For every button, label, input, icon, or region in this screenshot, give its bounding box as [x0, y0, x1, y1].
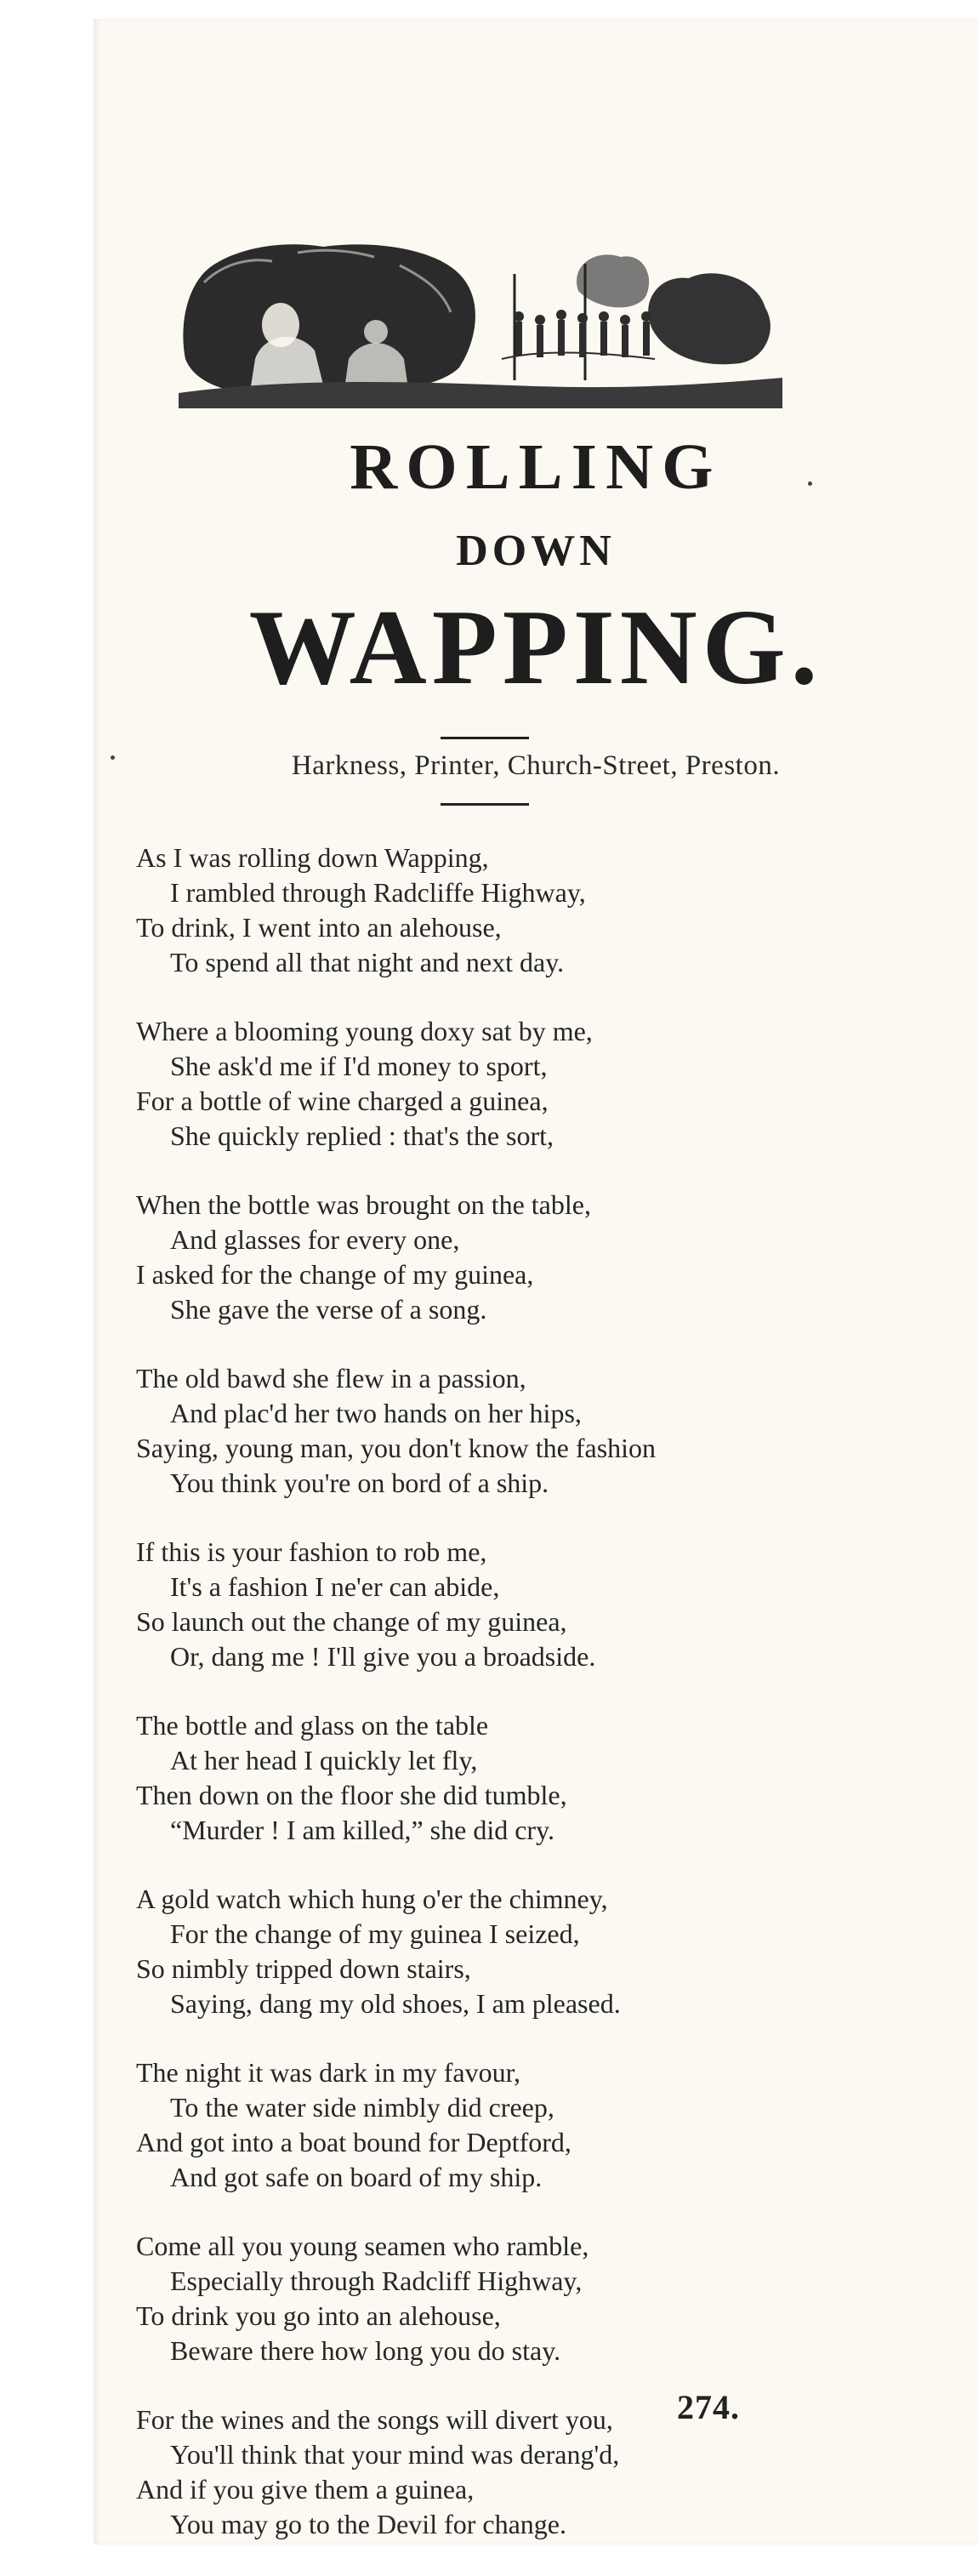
divider-rule: [441, 737, 529, 739]
verse-line: Or, dang me ! I'll give you a broadside.: [170, 1641, 596, 1672]
verse-line: Especially through Radcliff Highway,: [170, 2265, 583, 2296]
verse: [136, 1882, 791, 2021]
verse-line: If this is your fashion to rob me,: [136, 1536, 487, 1567]
verse-line: And glasses for every one,: [170, 1224, 460, 1255]
verse: [136, 1535, 791, 1674]
woodcut-illustration: [179, 231, 782, 408]
verse-line: Come all you young seamen who ramble,: [136, 2231, 589, 2261]
verse-line: For the wines and the songs will divert you,: [136, 2404, 613, 2435]
divider-rule: [441, 803, 529, 806]
verse-line: So launch out the change of my guinea,: [136, 1606, 567, 1637]
verse-line: To drink you go into an alehouse,: [136, 2300, 501, 2331]
song-verses: [136, 841, 791, 2576]
broadside-number: 274.: [677, 2388, 740, 2426]
verse-line: The bottle and glass on the table: [136, 1710, 489, 1741]
verse-line: The night it was dark in my favour,: [136, 2057, 520, 2088]
ink-speck: [111, 755, 115, 760]
verse-line: Where a blooming young doxy sat by me,: [136, 1016, 593, 1046]
printer-imprint: Harkness, Printer, Church-Street, Preston.: [291, 750, 781, 781]
verse: [136, 2055, 791, 2195]
verse-line: And got safe on board of my ship.: [170, 2162, 543, 2192]
verse-line: Then down on the floor she did tumble,: [136, 1780, 567, 1810]
verse-line: Beware there how long you do stay.: [170, 2335, 561, 2366]
title-line-down: DOWN: [456, 527, 616, 575]
verse-line: Saying, dang my old shoes, I am pleased.: [170, 1988, 621, 2019]
verse-line: It's a fashion I ne'er can abide,: [170, 1571, 500, 1602]
verse-line: She quickly replied : that's the sort,: [170, 1120, 554, 1151]
verse: [136, 1014, 791, 1154]
verse-line: And plac'd her two hands on her hips,: [170, 1398, 582, 1428]
verse-line: A gold watch which hung o'er the chimney,: [136, 1884, 608, 1914]
verse-line: As I was rolling down Wapping,: [136, 842, 489, 873]
verse-line: Saying, young man, you don't know the fashion: [136, 1433, 657, 1463]
verse-line: You'll think that your mind was derang'd,: [170, 2439, 620, 2470]
verse-line: For a bottle of wine charged a guinea,: [136, 1086, 549, 1116]
verse-line: When the bottle was brought on the table,: [136, 1189, 591, 1220]
verse-line: And if you give them a guinea,: [136, 2474, 475, 2505]
verse: [136, 1188, 791, 1327]
verse: [136, 841, 791, 980]
verse-line: At her head I quickly let fly,: [170, 1745, 478, 1775]
verse-line: “Murder ! I am killed,” she did cry.: [170, 1815, 554, 1845]
verse-line: To drink, I went into an alehouse,: [136, 912, 502, 943]
verse-line: And got into a boat bound for Deptford,: [136, 2127, 571, 2157]
verse-line: She gave the verse of a song.: [170, 1294, 487, 1325]
verse-line: She ask'd me if I'd money to sport,: [170, 1051, 548, 1081]
verse-line: I rambled through Radcliffe Highway,: [170, 877, 586, 908]
verse: [136, 1708, 791, 1848]
verse-line: For the change of my guinea I seized,: [170, 1918, 580, 1949]
verse: [136, 1361, 791, 1501]
verse-line: I asked for the change of my guinea,: [136, 1259, 534, 1290]
verse: [136, 2229, 791, 2368]
verse-line: You may go to the Devil for change.: [170, 2509, 566, 2539]
verse-line: To spend all that night and next day.: [170, 947, 565, 977]
verse-line: The old bawd she flew in a passion,: [136, 1363, 526, 1393]
verse-line: So nimbly tripped down stairs,: [136, 1953, 471, 1984]
ink-speck: [808, 482, 812, 486]
title-line-wapping: WAPPING.: [248, 589, 823, 707]
title-line-rolling: ROLLING: [350, 431, 722, 503]
verse-line: To the water side nimbly did creep,: [170, 2092, 554, 2123]
verse-line: You think you're on bord of a ship.: [170, 1468, 549, 1498]
